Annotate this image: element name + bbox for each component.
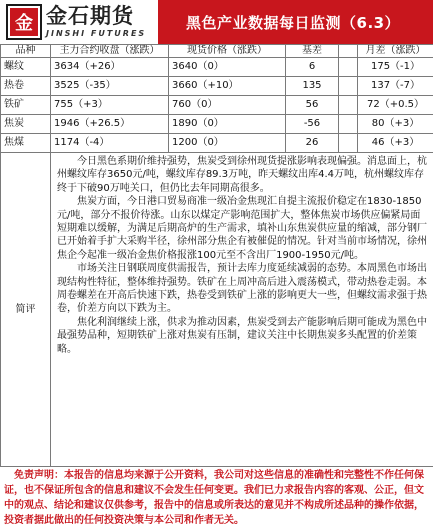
header-month-spread: 月差（涨跌）	[358, 45, 433, 58]
cell-month-spread: 72（+0.5）	[358, 96, 433, 115]
cell-spot-price: 1890（0）	[169, 115, 286, 134]
cell-month-spread: 175（-1）	[358, 58, 433, 77]
header-blank	[339, 45, 358, 58]
company-name-en: JINSHI FUTURES	[46, 29, 147, 38]
header-variety: 品种	[1, 45, 51, 58]
table-row	[1, 115, 433, 134]
cell-blank	[339, 115, 358, 134]
cell-variety: 焦炭	[1, 115, 51, 134]
header-basis: 基差	[286, 45, 339, 58]
cell-blank	[339, 58, 358, 77]
cell-spot-price: 1200（0）	[169, 134, 286, 153]
comment-paragraph: 今日黑色系期价维持强势，焦炭受到徐州现货提涨影响表现偏强。消息面上，杭州螺纹库存3650元/吨，螺纹库存89.3万吨，昨天螺纹出库4.4万吨，杭州螺纹库存终于下破90万吨关口，但仍比去年同期高很多。	[57, 156, 427, 194]
logo-glyph: 金	[10, 8, 38, 36]
cell-blank	[339, 77, 358, 96]
table-row	[1, 134, 433, 153]
cell-main-contract: 1174（-4）	[51, 134, 169, 153]
comment-label: 简评	[1, 153, 51, 467]
comment-paragraph: 焦炭方面，今日港口贸易商准一级冶金焦现汇自提主流报价稳定在1830-1850元/吨，部分不报价待涨。山东以煤定产影响范围扩大，整体焦炭市场供应偏紧局面短期难以缓解，为满足后期高炉的生产需求，填补山东焦炭供应量的缩减，部分钢厂已开始着手扩大采购半径，徐州部分焦企有被催促的情况。针对当前市场情况，徐州焦企今起准一级冶金焦价格报涨100元至不含出厂1900-1950元/吨。	[57, 196, 427, 261]
cell-month-spread: 80（+3）	[358, 115, 433, 134]
header-spot-price: 现货价格（涨跌）	[169, 45, 286, 58]
table-row	[1, 77, 433, 96]
data-table	[0, 44, 433, 467]
table-row	[1, 96, 433, 115]
cell-variety: 焦煤	[1, 134, 51, 153]
cell-spot-price: 760（0）	[169, 96, 286, 115]
company-logo	[0, 0, 158, 44]
cell-main-contract: 1946（+26.5）	[51, 115, 169, 134]
cell-basis: 26	[286, 134, 339, 153]
comment-paragraph: 焦化利润继续上涨，供求为推动因素，焦炭受到去产能影响后期可能成为黑色中最强势品种，短期铁矿上涨对焦炭有压制，建议关注中长期焦炭多头配置的价差策略。	[57, 316, 427, 355]
comment-row	[1, 153, 433, 467]
disclaimer: 免责声明：本报告的信息均来源于公开资料，我公司对这些信息的准确性和完整性不作任何保证，也不保证所包含的信息和建议不会发生任何变更。我们已力求报告内容的客观、公正，但文中的观点、结论和建议仅供参考，报告中的信息或所表达的意见并不构成所述品种的操作依据，投资者据此做出的任何投资决策与本公司和作者无关。	[4, 470, 424, 526]
table-row	[1, 58, 433, 77]
cell-spot-price: 3660（+10）	[169, 77, 286, 96]
table-header-row	[1, 45, 433, 58]
cell-basis: -56	[286, 115, 339, 134]
company-name-cn: 金石期货	[46, 4, 134, 28]
cell-basis: 135	[286, 77, 339, 96]
cell-basis: 6	[286, 58, 339, 77]
cell-main-contract: 755（+3）	[51, 96, 169, 115]
cell-blank	[339, 134, 358, 153]
cell-variety: 铁矿	[1, 96, 51, 115]
cell-month-spread: 137（-7）	[358, 77, 433, 96]
header-main-contract: 主力合约收盘（涨跌）	[51, 45, 169, 58]
comment-paragraph: 市场关注日钢联周度供需报告，预计去库力度延续减弱的态势。本周黑色市场出现结构性特征，整体维持强势。铁矿在上周冲高后进入震荡模式，带动热卷走弱。本周卷螺差在开高后快速下跌，热卷受到铁矿上涨的影响更大一些，但螺纹需求强于热卷，价差方向以下跌为主。	[57, 263, 427, 315]
logo-mark-icon	[6, 4, 42, 40]
report-title: 黑色产业数据每日监测（6.3）	[186, 13, 401, 32]
cell-variety: 螺纹	[1, 58, 51, 77]
title-bar	[158, 0, 433, 44]
cell-main-contract: 3634（+26）	[51, 58, 169, 77]
report-header	[0, 0, 433, 44]
cell-blank	[339, 96, 358, 115]
comment-body	[51, 153, 433, 467]
cell-main-contract: 3525（-35）	[51, 77, 169, 96]
cell-month-spread: 46（+3）	[358, 134, 433, 153]
cell-spot-price: 3640（0）	[169, 58, 286, 77]
cell-variety: 热卷	[1, 77, 51, 96]
cell-basis: 56	[286, 96, 339, 115]
logo-text	[46, 6, 146, 38]
